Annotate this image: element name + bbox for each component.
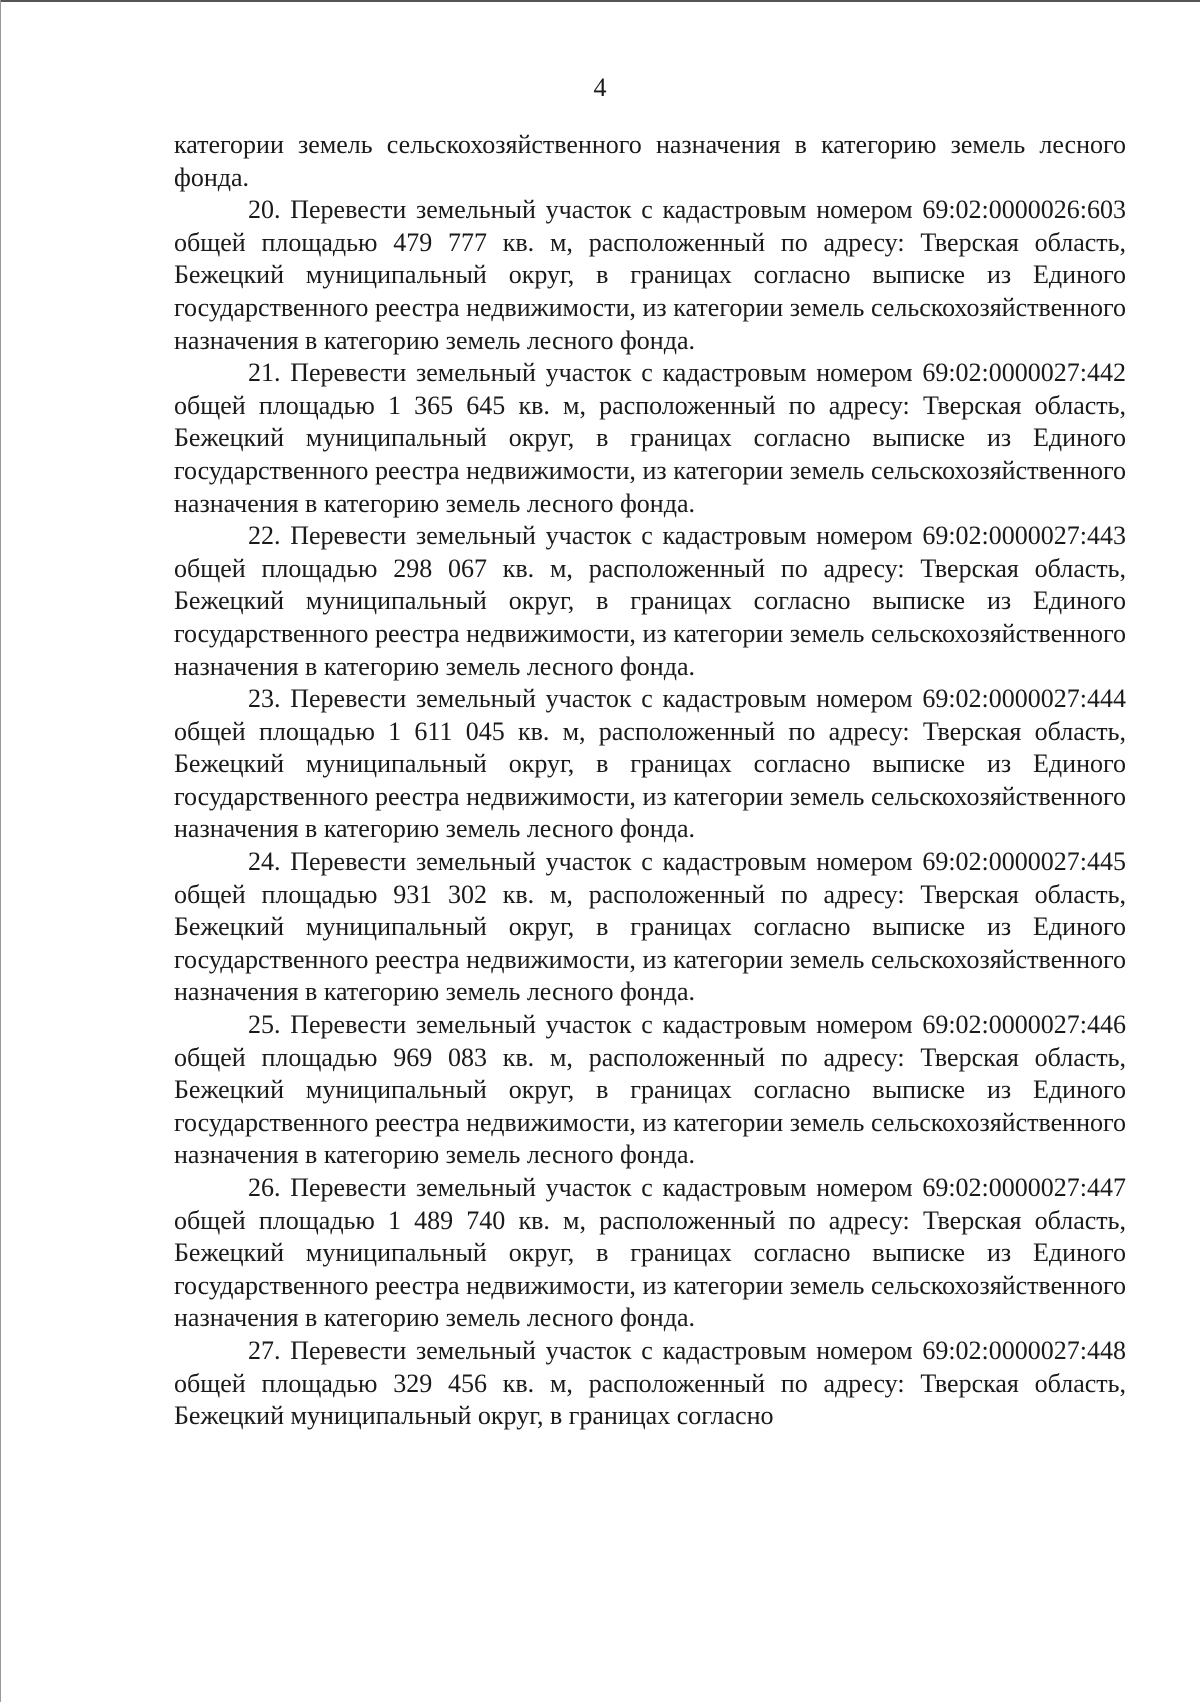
paragraph-20: 20. Перевести земельный участок с кадастровым номером 69:02:0000026:603 общей площадью 479 777 кв. м, расположенный по адресу: Тверская область, Бежецкий муниципальный округ, в границах согласно выписке из Единого государственного реестра недвижимости, из категории земель сельскохозяйственного назначения в категорию земель лесного фонда. xyxy=(174,195,1126,355)
paragraph-24: 24. Перевести земельный участок с кадастровым номером 69:02:0000027:445 общей площадью 931 302 кв. м, расположенный по адресу: Тверская область, Бежецкий муниципальный округ, в границах согласно выписке из Единого государственного реестра недвижимости, из категории земель сельскохозяйственного назначения в категорию земель лесного фонда. xyxy=(174,847,1126,1007)
scan-edge-left xyxy=(0,0,1,1702)
continuation-text: категории земель сельскохозяйственного назначения в категорию земель лесного фонда. xyxy=(174,130,1126,192)
paragraph-25: 25. Перевести земельный участок с кадастровым номером 69:02:0000027:446 общей площадью 969 083 кв. м, расположенный по адресу: Тверская область, Бежецкий муниципальный округ, в границах согласно выписке из Единого государственного реестра недвижимости, из категории земель сельскохозяйственного назначения в категорию земель лесного фонда. xyxy=(174,1010,1126,1170)
scan-edge-top xyxy=(0,0,1200,2)
document-body xyxy=(174,129,1126,1433)
paragraph-22: 22. Перевести земельный участок с кадастровым номером 69:02:0000027:443 общей площадью 298 067 кв. м, расположенный по адресу: Тверская область, Бежецкий муниципальный округ, в границах согласно выписке из Единого государственного реестра недвижимости, из категории земель сельскохозяйственного назначения в категорию земель лесного фонда. xyxy=(174,521,1126,681)
paragraph-26: 26. Перевести земельный участок с кадастровым номером 69:02:0000027:447 общей площадью 1 489 740 кв. м, расположенный по адресу: Тверская область, Бежецкий муниципальный округ, в границах согласно выписке из Единого государственного реестра недвижимости, из категории земель сельскохозяйственного назначения в категорию земель лесного фонда. xyxy=(174,1173,1126,1333)
paragraph-21: 21. Перевести земельный участок с кадастровым номером 69:02:0000027:442 общей площадью 1 365 645 кв. м, расположенный по адресу: Тверская область, Бежецкий муниципальный округ, в границах согласно выписке из Единого государственного реестра недвижимости, из категории земель сельскохозяйственного назначения в категорию земель лесного фонда. xyxy=(174,358,1126,518)
page-number: 4 xyxy=(593,73,607,102)
paragraph-27: 27. Перевести земельный участок с кадастровым номером 69:02:0000027:448 общей площадью 329 456 кв. м, расположенный по адресу: Тверская область, Бежецкий муниципальный округ, в границах согласно xyxy=(174,1335,1126,1431)
paragraph-23: 23. Перевести земельный участок с кадастровым номером 69:02:0000027:444 общей площадью 1 611 045 кв. м, расположенный по адресу: Тверская область, Бежецкий муниципальный округ, в границах согласно выписке из Единого государственного реестра недвижимости, из категории земель сельскохозяйственного назначения в категорию земель лесного фонда. xyxy=(174,684,1126,844)
